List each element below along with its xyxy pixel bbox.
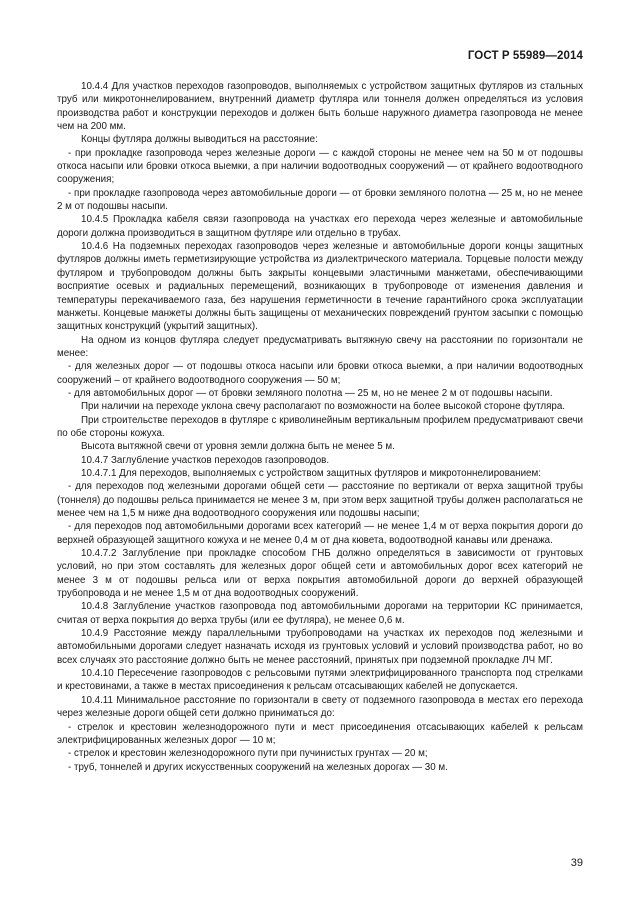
- list-item-railways-vent: - для железных дорог — от подошвы откоса насыпи или бровки откоса выемки, а при наличии водоотводных сооружений – от крайнего водоотводного сооружения — 50 м;: [57, 361, 583, 386]
- paragraph-10-4-11: 10.4.11 Минимальное расстояние по горизонтали в свету от подземного газопровода в местах его перехода через железные дороги общей сети должно приниматься до:: [57, 694, 583, 720]
- paragraph-10-4-7: 10.4.7 Заглубление участков переходов газопроводов.: [81, 454, 330, 466]
- list-item-artificial-structures: - труб, тоннелей и других искусственных сооружений на железных дорогах — 30 м.: [68, 761, 448, 773]
- paragraph-candle-height: Высота вытяжной свечи от уровня земли должна быть не менее 5 м.: [81, 441, 395, 453]
- paragraph-10-4-7-1: 10.4.7.1 Для переходов, выполняемых с устройством защитных футляров и микротоннелированием:: [81, 467, 541, 479]
- paragraph-vent-candle-intro: На одном из концов футляра следует предусматривать вытяжную свечу на расстоянии по горизонтали не менее:: [57, 334, 583, 359]
- list-item-switches-electrified: - стрелок и крестовин железнодорожного пути и мест присоединения отсасывающих кабелей к рельсам электрифицированных железных дорог — 10 м;: [57, 721, 583, 746]
- list-item-roads-casing: - при прокладке газопровода через автомобильные дороги — от бровки земляного полотна — 25 м, но не менее 2 м от подошвы насыпи.: [57, 187, 583, 213]
- paragraph-10-4-6: 10.4.6 На подземных переходах газопроводов через железные и автомобильные дороги концы защитных футляров должны иметь герметизирующие устройства из диэлектрического материала. Торцевые полости между футляром и трубопроводом должны быть закрыты концевыми эластичными манжетами, обеспечивающими восприятие осевых и радиальных перемещений, возникающих в трубопроводе от изменения давления и температуры перекачиваемого газа, без нарушения герметичности в течение гарантийного срока эксплуатации манжеты. Концевые манжеты должны быть защищены от механических повреждений грунтом засыпки с помощью защитных конструкций (укрытий защитных).: [57, 241, 583, 333]
- paragraph-curved-profile: При строительстве переходов в футляре с криволинейным вертикальным профилем предусматривают свечи по обе стороны кожуха.: [57, 414, 583, 439]
- paragraph-casing-ends-intro: Концы футляра должны выводиться на расстояние:: [81, 134, 318, 146]
- list-item-switches-heaving: - стрелок и крестовин железнодорожного пути при пучинистых грунтах — 20 м;: [68, 748, 428, 760]
- paragraph-10-4-4: 10.4.4 Для участков переходов газопроводов, выполняемых с устройством защитных футляров из стальных труб или микротоннелированием, внутренний диаметр футляра или тоннеля должен определяться из условия производства работ и конструкции переходов и должен быть больше наружного диаметра газопровода не менее чем на 200 мм.: [57, 81, 583, 133]
- paragraph-10-4-9: 10.4.9 Расстояние между параллельными трубопроводами на участках их переходов под железными и автомобильными дорогами следует назначать исходя из грунтовых условий и условий производства работ, но во всех случаях это расстояние должно быть не менее расстояний, принятых при подземной прокладке ЛЧ МГ.: [57, 628, 583, 666]
- paragraph-slope-candle: При наличии на переходе уклона свечу располагают по возможности на более высокой стороне футляра.: [81, 401, 565, 413]
- paragraph-10-4-7-2: 10.4.7.2 Заглубление при прокладке способом ГНБ должно определяться в зависимости от грунтовых условий, но при этом составлять для железных дорог общей сети и автомобильных дорог всех категорий не менее 3 м от подошвы рельса или от верха покрытия автомобильной дороги до верхней образующей трубопровода и не менее 1,5 м от дна водоотводных сооружений.: [57, 548, 583, 600]
- list-item-railways-casing: - при прокладке газопровода через железные дороги — с каждой стороны не менее чем на 50 м от подошвы откоса насыпи или бровки откоса выемки, а при наличии водоотводных сооружений — от крайнего водоотводного сооружения;: [57, 147, 583, 186]
- list-item-railways-depth: - для переходов под железными дорогами общей сети — расстояние по вертикали от верха защитной трубы (тоннеля) до подошвы рельса принимается не менее 3 м, при этом верх защитной трубы должен располагаться не менее чем на 1,5 м ниже дна водоотводного сооружения или подошвы насыпи;: [57, 481, 583, 519]
- document-standard-number: ГОСТ Р 55989—2014: [467, 50, 583, 62]
- paragraph-10-4-10: 10.4.10 Пересечение газопроводов с рельсовыми путями электрифицированного транспорта под стрелками и крестовинами, а также в местах присоединения к рельсам отсасывающих кабелей не допускается.: [57, 668, 583, 693]
- list-item-roads-vent: - для автомобильных дорог — от бровки земляного полотна — 25 м, но не менее 2 м от подошвы насыпи.: [68, 387, 553, 399]
- page-number: 39: [570, 857, 583, 869]
- document-body: [57, 80, 583, 774]
- list-item-roads-depth: - для переходов под автомобильными дорогами всех категорий — не менее 1,4 м от верха покрытия дороги до верхней образующей защитного кожуха и не менее 0,4 м от дна кювета, водоотводной канавы или дренажа.: [57, 521, 583, 546]
- paragraph-10-4-8: 10.4.8 Заглубление участков газопровода под автомобильными дорогами на территории КС принимается, считая от верха покрытия до верха трубы (или ее футляра), не менее 0,6 м.: [57, 601, 583, 626]
- paragraph-10-4-5: 10.4.5 Прокладка кабеля связи газопровода на участках его перехода через железные и автомобильные дороги должна производиться в защитном футляре или отдельно в трубах.: [57, 214, 583, 239]
